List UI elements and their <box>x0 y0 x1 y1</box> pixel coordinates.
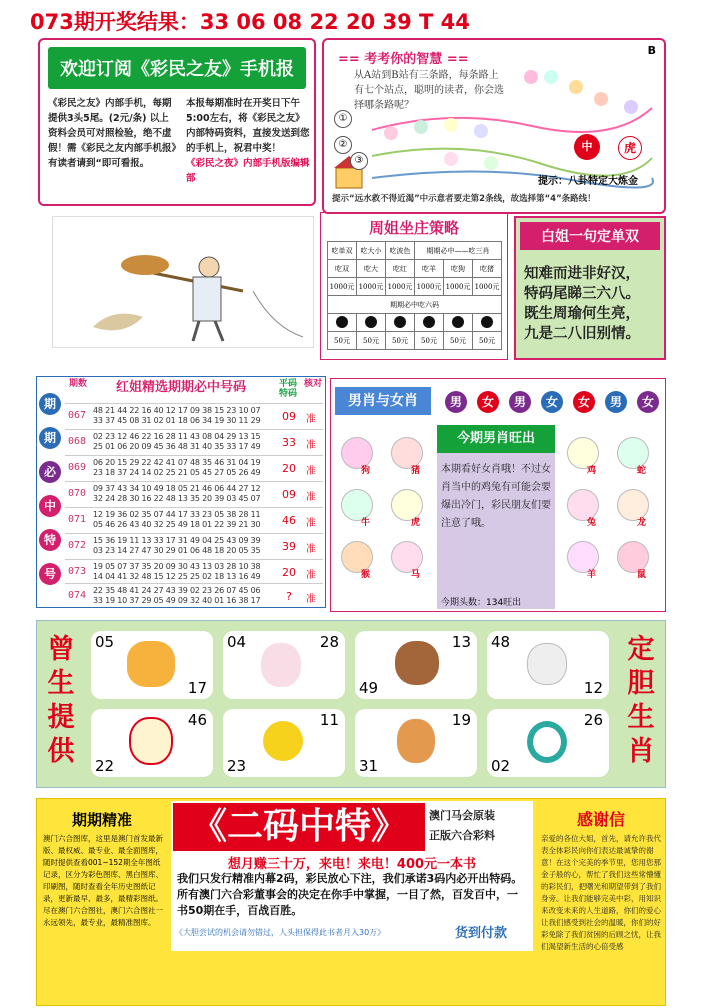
row-numbers: 02 23 12 46 22 16 28 11 43 08 04 29 13 15 25 01 06 20 09 45 36 48 31 40 35 33 17 49 <box>93 432 261 451</box>
card-number: 26 <box>583 711 603 729</box>
strategy-row <box>328 242 502 260</box>
puzzle-tiger-badge: 虎 <box>618 136 642 160</box>
side-label: 特 <box>39 529 61 551</box>
puzzle-corner-label: B <box>647 44 656 57</box>
row-issue: 074 <box>67 590 87 601</box>
row-numbers: 48 21 44 22 16 40 12 17 09 38 15 23 10 07 33 37 45 08 31 02 01 18 06 34 19 30 11 29 <box>93 406 261 425</box>
row-issue: 067 <box>67 410 87 421</box>
chicken-icon <box>129 717 173 765</box>
strategy-cell <box>473 314 502 332</box>
strategy-cell: 1000元 <box>386 278 415 296</box>
row-result: 准 <box>306 518 316 529</box>
gender-tag: 女 <box>541 391 563 413</box>
card-number: 11 <box>319 711 339 729</box>
sheep-icon <box>624 100 638 114</box>
gender-tag: 女 <box>573 391 595 413</box>
zodiac-label: 龙 <box>637 518 647 528</box>
strategy-cell: 1000元 <box>328 278 357 296</box>
card-number: 22 <box>95 757 115 775</box>
zodiac-label: 蛇 <box>637 466 647 476</box>
strategy-row <box>328 260 502 278</box>
strategy-cell <box>415 314 444 332</box>
zodiac-label: 马 <box>411 570 421 580</box>
vertical-char: 生 <box>47 668 75 699</box>
strategy-cell: 50元 <box>415 332 444 350</box>
dog-icon <box>414 120 428 134</box>
zodiac-label: 鸡 <box>587 466 597 476</box>
left-column-title: 期期精准 <box>71 811 132 829</box>
strategy-cell: 50元 <box>328 332 357 350</box>
zodiac-label: 狗 <box>361 466 371 476</box>
left-column <box>37 799 167 1005</box>
zodiac-card-monkey <box>355 631 477 699</box>
zodiac-label: 猪 <box>411 466 421 476</box>
side-label: 号 <box>39 563 61 585</box>
vertical-char: 提 <box>47 702 75 733</box>
strategy-cell: 吃羊 <box>415 260 444 278</box>
row-result: 准 <box>306 466 316 477</box>
row-numbers: 22 35 48 41 24 27 43 39 02 23 26 07 45 06 33 19 10 37 29 05 49 09 32 40 01 16 38 17 <box>93 586 261 605</box>
row-result: 准 <box>306 492 316 503</box>
puzzle-option-1: ① <box>334 110 352 128</box>
side-label: 必 <box>39 461 61 483</box>
strategy-cell: 吃双 <box>328 260 357 278</box>
strategy-row <box>328 278 502 296</box>
row-code: 09 <box>282 488 296 501</box>
table-row <box>65 533 323 558</box>
bottom-ad <box>36 798 666 1006</box>
strategy-row <box>328 296 502 314</box>
card-number: 02 <box>491 757 511 775</box>
row-numbers: 15 36 19 11 13 33 17 31 49 04 25 43 09 39 03 23 14 27 47 30 29 01 06 48 18 20 05 35 <box>93 536 261 555</box>
card-number: 19 <box>451 711 471 729</box>
vertical-char: 肖 <box>627 736 655 767</box>
pig-icon <box>594 92 608 106</box>
card-number: 12 <box>583 679 603 697</box>
rabbit-icon <box>261 643 301 687</box>
zodiac-card-rat <box>355 709 477 777</box>
bird-icon <box>263 721 303 761</box>
picks-table <box>36 376 326 608</box>
strategy-cell: 50元 <box>357 332 386 350</box>
poem-panel <box>514 216 666 360</box>
puzzle-footer: 提示“远水救不得近渴”中示意者要走第2条线，故选择第“4”条路线！ <box>332 194 596 204</box>
strategy-cell <box>444 314 473 332</box>
card-number: 49 <box>359 679 379 697</box>
zodiac-label: 鼠 <box>637 570 647 580</box>
row-issue: 069 <box>67 462 87 473</box>
vertical-char: 生 <box>627 702 655 733</box>
row-issue: 073 <box>67 566 87 577</box>
table-row <box>65 583 323 608</box>
tip-title: 今期男肖旺出 <box>437 425 555 453</box>
row-code: 39 <box>282 540 296 553</box>
strategy-cell: 吃狗 <box>444 260 473 278</box>
row-issue: 071 <box>67 514 87 525</box>
puzzle-option-3: ③ <box>350 152 368 170</box>
tiger-icon <box>127 641 175 687</box>
gender-tag: 女 <box>637 391 659 413</box>
row-code: 20 <box>282 566 296 579</box>
row-result: 准 <box>306 414 316 425</box>
side-label: 中 <box>39 495 61 517</box>
table-row <box>65 481 323 506</box>
zodiac-card-sheep <box>487 631 609 699</box>
chicken-icon <box>384 126 398 140</box>
monkey-icon <box>395 641 439 685</box>
strategy-cell: 吃红 <box>386 260 415 278</box>
strategy-cell: 1000元 <box>415 278 444 296</box>
strategy-row <box>328 332 502 350</box>
strategy-cell: 1000元 <box>357 278 386 296</box>
poem-line: 特码尾睇三六八。 <box>524 286 640 302</box>
row-issue: 072 <box>67 540 87 551</box>
row-code: 20 <box>282 462 296 475</box>
table-row <box>65 455 323 480</box>
vertical-char: 曾 <box>47 634 75 665</box>
poem-line: 知难而进非好汉， <box>524 266 640 282</box>
zodiac-card-chicken <box>91 709 213 777</box>
strategy-cell: 吃波色 <box>386 242 415 260</box>
subscribe-left-text: 《彩民之友》内部手机，每期提供3头5尾。(2元/条) 以上资料会员可对照检验，绝不虚假！需《彩民之友内部手机报》有读者请到“即可看报。 <box>48 98 177 169</box>
row-issue: 068 <box>67 436 87 447</box>
horse-icon <box>444 152 458 166</box>
vertical-char: 定 <box>627 634 655 665</box>
ball-icon <box>365 316 377 328</box>
subscribe-right-red: 《彩民之夜》内部手机版编辑部 <box>186 158 310 184</box>
strategy-cell <box>386 314 415 332</box>
tip-count: 今期头数：134旺出 <box>441 598 522 608</box>
puzzle-panel <box>322 38 666 214</box>
sheep-icon <box>527 643 567 685</box>
card-number: 28 <box>319 633 339 651</box>
strategy-row <box>328 314 502 332</box>
row-code: 33 <box>282 436 296 449</box>
strategy-cell: 期期必中——吃三肖 <box>415 242 502 260</box>
row-result: 准 <box>306 570 316 581</box>
card-number: 17 <box>187 679 207 697</box>
snake-icon <box>484 156 498 170</box>
book-body: 我们只发行精准内幕2码，彩民放心下注，我们承诺3码内必开出特码。所有澳门六合彩董事会的决定在你手中掌握，一目了然，百发百中，一书50期在手，百战百胜。 <box>177 872 523 917</box>
zodiac-numbers-section <box>36 620 666 788</box>
book-slogan: 想月赚三十万，来电！来电！400元一本书 <box>227 857 477 872</box>
ball-icon <box>481 316 493 328</box>
col-result-header: 核对 <box>303 379 322 389</box>
poem-line: 既生周瑜何生亮， <box>524 306 640 322</box>
strategy-cell: 50元 <box>473 332 502 350</box>
table-row <box>65 429 323 454</box>
zodiac-card-snake <box>487 709 609 777</box>
side-label: 期 <box>39 427 61 449</box>
zodiac-label: 兔 <box>587 518 597 528</box>
ball-icon <box>394 316 406 328</box>
gender-tag: 女 <box>477 391 499 413</box>
fisherman-illustration <box>52 216 314 348</box>
monkey-icon <box>524 70 538 84</box>
book-tag-1: 澳门马会原装 <box>429 809 495 822</box>
gender-tag: 男 <box>445 391 467 413</box>
col-title-header: 红姐精选期期必中号码 <box>115 380 246 395</box>
dragon-icon <box>474 124 488 138</box>
zodiac-label: 羊 <box>587 570 597 580</box>
puzzle-title: == 考考你的智慧 == <box>338 52 469 67</box>
strategy-cell: 50元 <box>444 332 473 350</box>
poem-title: 白姐一句定单双 <box>520 222 660 250</box>
row-result: 准 <box>306 544 316 555</box>
table-row <box>65 403 323 428</box>
zodiac-card-rabbit <box>223 631 345 699</box>
row-code: 09 <box>282 410 296 423</box>
col-code-header: 平码特码 <box>278 379 297 399</box>
strategy-cell: 期期必中吃六码 <box>328 296 502 314</box>
ball-icon <box>452 316 464 328</box>
strategy-title: 周姐坐庄策略 <box>368 219 459 237</box>
poem-line: 九是二八旧别情。 <box>524 326 640 342</box>
gender-panel <box>330 378 666 612</box>
strategy-cell <box>357 314 386 332</box>
left-vertical-text <box>45 633 77 769</box>
row-issue: 070 <box>67 488 87 499</box>
subscribe-right-text <box>186 96 312 186</box>
row-code: 46 <box>282 514 296 527</box>
puzzle-hint: 提示：八卦特定大炼金 <box>538 176 638 187</box>
vertical-char: 供 <box>47 736 75 767</box>
gender-title: 男肖与女肖 <box>335 387 431 415</box>
table-row <box>65 507 323 532</box>
row-numbers: 19 05 07 37 35 20 09 30 43 13 03 28 10 38 14 04 41 32 48 15 12 25 25 02 18 13 16 49 <box>93 562 261 581</box>
strategy-cell: 吃猪 <box>473 260 502 278</box>
zodiac-card-bird <box>223 709 345 777</box>
ball-icon <box>423 316 435 328</box>
poem-text <box>524 264 664 344</box>
side-label: 期 <box>39 393 61 415</box>
strategy-table <box>327 241 502 350</box>
thanks-text: 亲爱的各位大姐，首先，请允许我代表全体彩民向你们表达最诚挚的谢意！在这个完美的季节里，您用您那金子般的心，帮忙了我们这些常懵懂的彩民们，把曙光和期望带到了我们身旁。让我们能够完美中彩，用知识来改变未来的人生道路，你们的爱心让我们感受到社会的温暖，你们的好彩免除了我们贫困的后顾之忧，让我们渴望新生活的心倍受感 <box>541 834 661 951</box>
zodiac-label: 牛 <box>361 518 371 528</box>
snake-icon <box>527 721 567 763</box>
zodiac-card-tiger <box>91 631 213 699</box>
book-title: 《二码中特》 <box>173 803 425 851</box>
cod-label: 货到付款 <box>455 926 508 941</box>
fisherman-drawing <box>53 217 313 347</box>
right-column <box>537 799 665 1005</box>
gender-tag: 男 <box>509 391 531 413</box>
book-tag-2: 正版六合彩料 <box>429 829 495 842</box>
strategy-cell: 吃单双 <box>328 242 357 260</box>
card-number: 31 <box>359 757 379 775</box>
result-header: 073期开奖结果：33 06 08 22 20 39 T 44 <box>30 10 470 34</box>
card-number: 13 <box>451 633 471 651</box>
strategy-cell: 50元 <box>386 332 415 350</box>
strategy-cell: 吃大 <box>357 260 386 278</box>
subscribe-panel <box>38 38 316 206</box>
row-numbers: 12 19 36 02 35 07 44 17 33 23 05 38 28 11 05 46 26 43 40 32 25 49 18 01 22 39 21 30 <box>93 510 261 529</box>
card-number: 48 <box>491 633 511 651</box>
strategy-cell <box>328 314 357 332</box>
row-result: 准 <box>306 594 316 605</box>
card-number: 05 <box>95 633 115 651</box>
ball-icon <box>336 316 348 328</box>
zodiac-label: 虎 <box>411 518 421 528</box>
subscribe-right-body: 本报每期准时在开奖日下午5:00左右，将《彩民之友》内部特码资料，直接发送到您的手机上，祝君中奖！ <box>186 98 310 154</box>
thanks-title: 感谢信 <box>576 810 625 829</box>
puzzle-question: 从A站到B站有三条路，每条路上有七个站点，聪明的读者，你会选择哪条路呢？ <box>354 70 504 111</box>
ox-icon <box>444 118 458 132</box>
row-numbers: 06 20 15 29 22 42 41 07 48 35 46 31 04 19 23 18 37 24 14 02 25 21 05 45 27 05 26 49 <box>93 458 261 477</box>
card-number: 04 <box>227 633 247 651</box>
book-footer: 《大胆尝试的机会请勿错过，人头担保得此书者月入30万》 <box>175 928 386 937</box>
puzzle-center-star: 中 <box>574 134 600 160</box>
row-code: ? <box>286 590 292 603</box>
strategy-cell: 吃大小 <box>357 242 386 260</box>
vertical-char: 胆 <box>627 668 655 699</box>
puzzle-option-2: ② <box>334 136 352 154</box>
book-ad <box>171 801 533 951</box>
row-numbers: 09 37 43 34 10 49 18 05 21 46 06 44 27 12 32 24 28 30 16 22 48 13 35 20 39 03 45 07 <box>93 484 261 503</box>
table-row <box>65 559 323 584</box>
rabbit-icon <box>544 70 558 84</box>
strategy-panel <box>320 212 508 360</box>
col-issue-header: 期数 <box>68 379 87 389</box>
card-number: 46 <box>187 711 207 729</box>
gender-tag: 男 <box>605 391 627 413</box>
subscribe-title: 欢迎订阅《彩民之友》手机报 <box>48 47 306 89</box>
card-number: 23 <box>227 757 247 775</box>
zodiac-label: 猴 <box>361 570 371 580</box>
strategy-cell: 1000元 <box>444 278 473 296</box>
row-result: 准 <box>306 440 316 451</box>
left-column-text: 澳门六合图库，这里是澳门首发最新版、最权威、最专业、最全面图库，随时提供查看001~152期全年图纸记录，区分为彩色图库、黑白图库、印刷图，随时查看全年历史图纸记录，更新最早、最多，最精彩图纸。尽在澳门六合图社，澳门六合图社一永远领先，最专业，最精准图库。 <box>43 834 163 927</box>
tiger-icon <box>569 80 583 94</box>
right-vertical-text <box>625 633 657 769</box>
strategy-cell: 1000元 <box>473 278 502 296</box>
tip-box <box>437 425 555 609</box>
tip-body: 本期看好女肖哦！不过女肖当中的鸡兔有可能会要爆出冷门，彩民朋友们要注意了哦。 <box>441 464 551 529</box>
rat-icon <box>397 719 435 763</box>
